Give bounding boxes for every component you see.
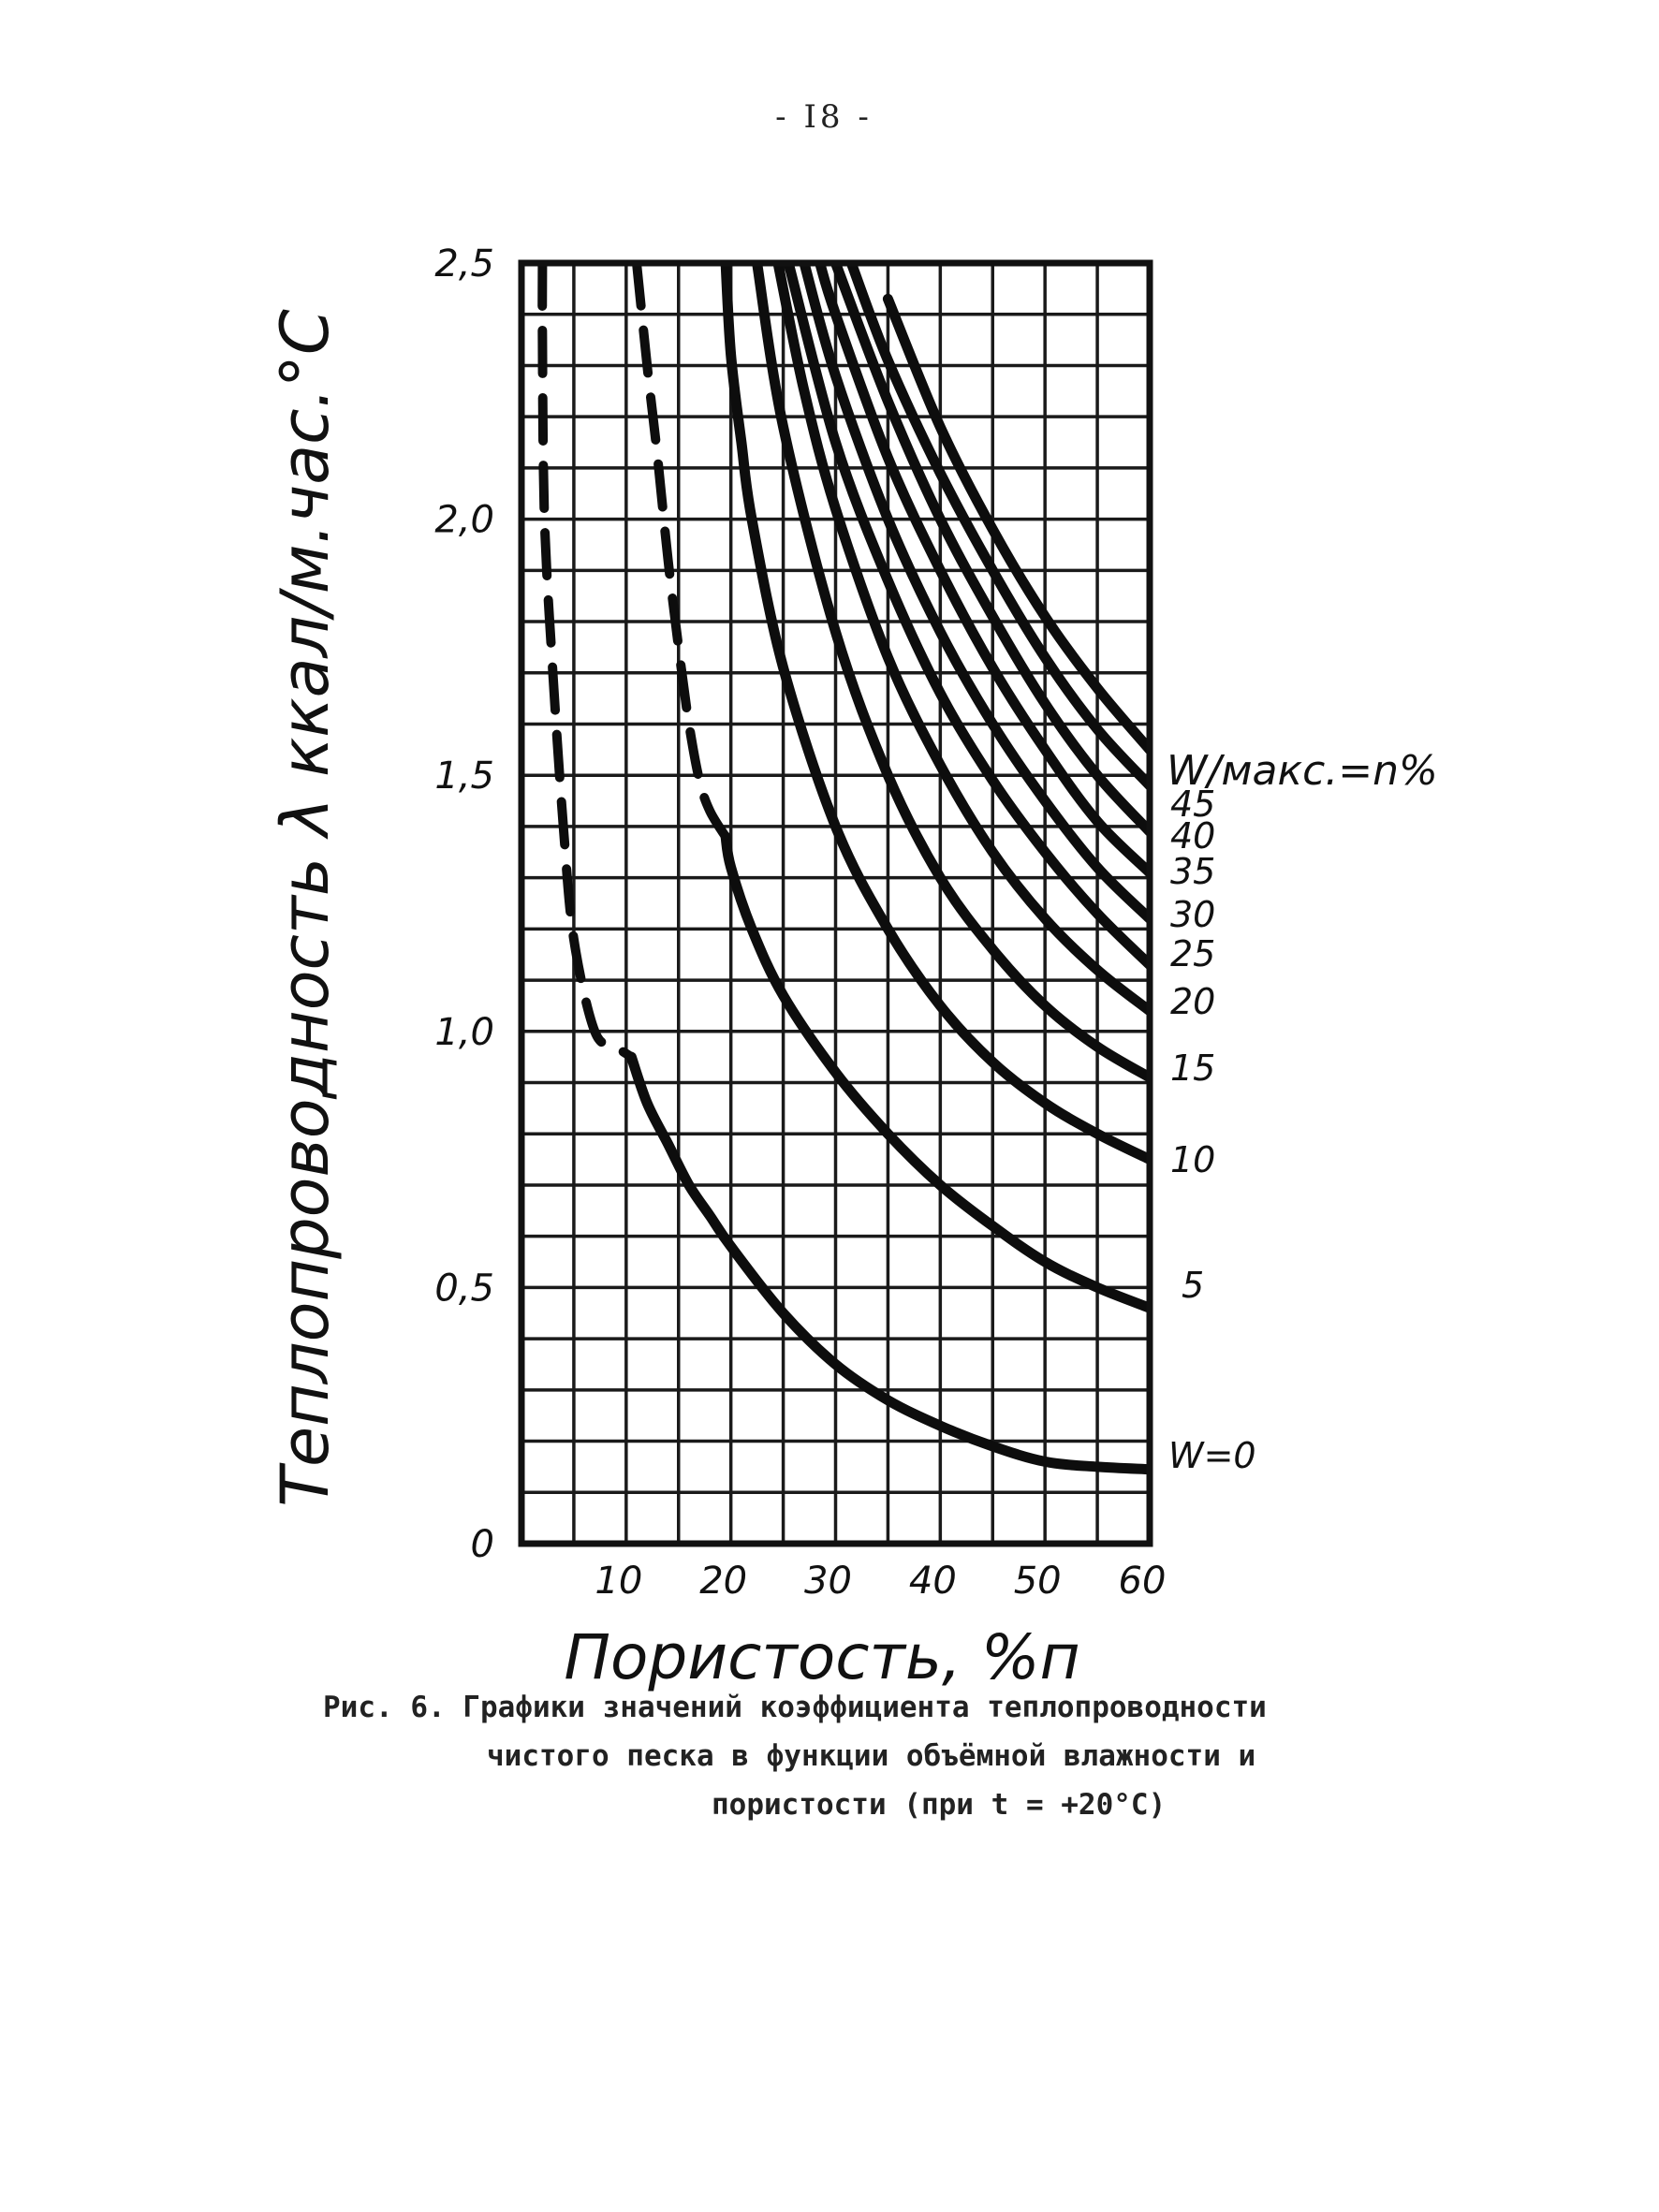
legend-header: W/макс.=n% [1167,747,1438,795]
caption-line-1: Рис. 6. Графики значений коэффициента теплопроводности [323,1691,1267,1724]
x-tick-label: 60 [1118,1560,1167,1603]
y-tick-label: 0,5 [434,1267,494,1311]
series-curve-w-45 [851,263,1150,785]
page-number: - I8 - [775,98,873,136]
x-tick-label: 50 [1013,1560,1062,1603]
series-label-w-0: W=0 [1168,1435,1256,1476]
y-tick-label: 2,0 [434,498,494,542]
series-label-w-15: 15 [1170,1047,1216,1089]
x-axis-title: Пористость, %п [564,1621,1080,1693]
x-tick-label: 40 [908,1560,957,1603]
series-curve-dashed-right [637,263,726,837]
series-label-w-5: 5 [1182,1265,1205,1306]
y-tick-label: 0 [470,1523,494,1566]
series-label-w-40: 40 [1170,815,1216,857]
series-label-w-20: 20 [1170,981,1216,1022]
series-label-w-10: 10 [1170,1139,1216,1180]
x-tick-label: 10 [595,1560,643,1603]
y-tick-label: 1,0 [434,1010,494,1054]
x-tick-label: 30 [804,1560,852,1603]
caption-line-2: чистого песка в функции объёмной влажности и [487,1739,1256,1773]
y-tick-label: 1,5 [434,754,494,798]
series-label-w-35: 35 [1170,851,1216,892]
caption-line-3: пористости (при t = +20°C) [712,1788,1167,1822]
y-axis-title: Теплопроводность λ ккал/м.час.°С [267,309,344,1507]
y-tick-label: 2,5 [434,242,494,286]
series-label-w-25: 25 [1170,933,1216,974]
chart-labels [267,242,1438,1693]
series-label-w-45: 45 [1170,784,1216,825]
series-label-w-30: 30 [1170,894,1216,935]
x-tick-label: 20 [699,1560,748,1603]
series-curve-dashed-left [542,263,631,1057]
